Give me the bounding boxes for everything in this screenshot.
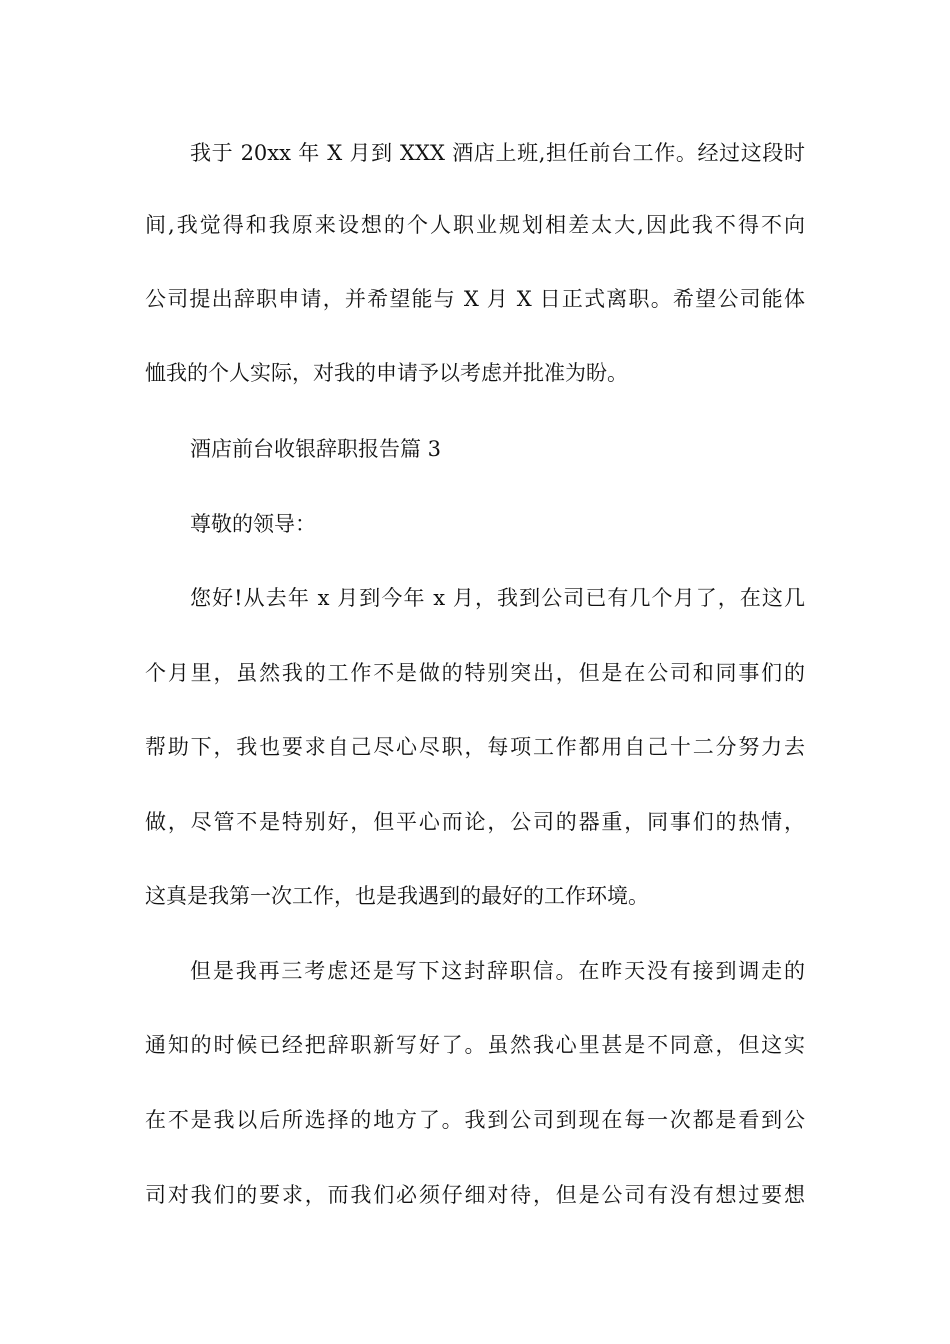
paragraph-2-line-5: 这真是我第一次工作，也是我遇到的最好的工作环境。 bbox=[145, 884, 649, 908]
section-title: 酒店前台收银辞职报告篇 3 bbox=[190, 437, 442, 461]
paragraph-3-line-2: 通知的时候已经把辞职新写好了。虽然我心里甚是不同意，但这实 bbox=[145, 1033, 805, 1057]
paragraph-1-line-2: 间,我觉得和我原来设想的个人职业规划相差太大,因此我不得不向 bbox=[145, 213, 805, 237]
paragraph-2-line-3: 帮助下，我也要求自己尽心尽职，每项工作都用自己十二分努力去 bbox=[145, 735, 805, 759]
paragraph-2-line-1: 您好!从去年 x 月到今年 x 月，我到公司已有几个月了，在这几 bbox=[190, 586, 805, 610]
paragraph-2-line-2: 个月里，虽然我的工作不是做的特别突出，但是在公司和同事们的 bbox=[145, 661, 805, 685]
salutation: 尊敬的领导： bbox=[190, 512, 316, 536]
paragraph-3-line-4: 司对我们的要求，而我们必须仔细对待，但是公司有没有想过要想 bbox=[145, 1183, 805, 1207]
paragraph-2-line-4: 做，尽管不是特别好，但平心而论，公司的器重，同事们的热情， bbox=[145, 810, 805, 834]
paragraph-1-line-4: 恤我的个人实际，对我的申请予以考虑并批准为盼。 bbox=[145, 361, 628, 385]
paragraph-3-line-1: 但是我再三考虑还是写下这封辞职信。在昨天没有接到调走的 bbox=[190, 959, 805, 983]
paragraph-3-line-3: 在不是我以后所选择的地方了。我到公司到现在每一次都是看到公 bbox=[145, 1108, 805, 1132]
paragraph-1-line-1: 我于 20xx 年 X 月到 XXX 酒店上班,担任前台工作。经过这段时 bbox=[190, 141, 805, 165]
paragraph-1-line-3: 公司提出辞职申请，并希望能与 X 月 X 日正式离职。希望公司能体 bbox=[145, 287, 805, 311]
